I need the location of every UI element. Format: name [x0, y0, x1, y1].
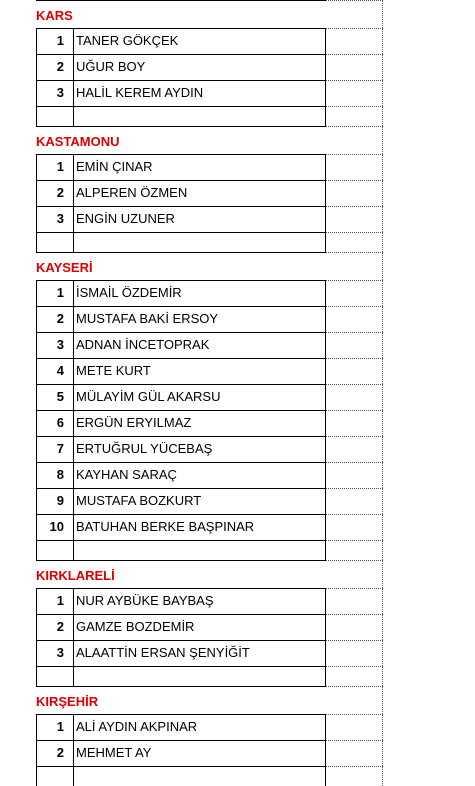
row-number[interactable]: 3 — [36, 80, 73, 106]
empty-cell[interactable] — [326, 358, 383, 384]
province-cell[interactable] — [36, 126, 326, 154]
row-number[interactable]: 3 — [36, 332, 73, 358]
member-name[interactable]: MUSTAFA BAKİ ERSOY — [73, 306, 326, 332]
member-name[interactable]: ADNAN İNCETOPRAK — [73, 332, 326, 358]
row-number[interactable]: 3 — [36, 206, 73, 232]
member-name[interactable]: MEHMET AY — [73, 740, 326, 766]
province-name: KIRKLARELİ — [36, 568, 115, 583]
province-header-row — [0, 560, 475, 588]
empty-cell[interactable] — [73, 106, 326, 126]
empty-cell[interactable] — [326, 488, 383, 514]
table-row — [0, 54, 475, 80]
province-name: KIRŞEHİR — [36, 694, 99, 709]
empty-cell[interactable] — [326, 28, 383, 54]
empty-cell[interactable] — [326, 740, 383, 766]
member-name[interactable]: ALİ AYDIN AKPINAR — [73, 714, 326, 740]
empty-cell[interactable] — [326, 252, 383, 280]
row-number[interactable]: 2 — [36, 740, 73, 766]
empty-cell[interactable] — [326, 384, 383, 410]
blank-row — [0, 666, 475, 686]
table-row — [0, 410, 475, 436]
row-number[interactable]: 1 — [36, 28, 73, 54]
table-row — [0, 80, 475, 106]
province-cell[interactable] — [36, 686, 326, 714]
empty-cell[interactable] — [326, 280, 383, 306]
empty-cell[interactable] — [326, 614, 383, 640]
empty-cell[interactable] — [326, 666, 383, 686]
member-name[interactable]: TANER GÖKÇEK — [73, 28, 326, 54]
empty-cell[interactable] — [326, 332, 383, 358]
empty-cell[interactable] — [326, 462, 383, 488]
member-name[interactable]: HALİL KEREM AYDIN — [73, 80, 326, 106]
table-row — [0, 384, 475, 410]
table-row — [0, 614, 475, 640]
row-number[interactable]: 4 — [36, 358, 73, 384]
row-number[interactable]: 5 — [36, 384, 73, 410]
empty-cell[interactable] — [326, 80, 383, 106]
row-number[interactable]: 2 — [36, 614, 73, 640]
empty-cell[interactable] — [326, 126, 383, 154]
member-name[interactable]: İSMAİL ÖZDEMİR — [73, 280, 326, 306]
table-row — [0, 180, 475, 206]
row-number[interactable]: 2 — [36, 180, 73, 206]
table-row — [0, 514, 475, 540]
empty-cell[interactable] — [73, 666, 326, 686]
blank-row — [0, 766, 475, 781]
table-row — [0, 206, 475, 232]
empty-cell[interactable] — [326, 714, 383, 740]
empty-cell[interactable] — [73, 540, 326, 560]
province-name: KAYSERİ — [36, 260, 93, 275]
table-row — [0, 358, 475, 384]
empty-cell[interactable] — [326, 436, 383, 462]
empty-cell[interactable] — [326, 54, 383, 80]
empty-cell[interactable] — [326, 154, 383, 180]
table-row — [0, 588, 475, 614]
member-name[interactable]: UĞUR BOY — [73, 54, 326, 80]
province-name: KASTAMONU — [36, 134, 120, 149]
province-cell[interactable] — [36, 252, 326, 280]
row-number[interactable]: 10 — [36, 514, 73, 540]
empty-cell[interactable] — [36, 232, 73, 252]
empty-cell[interactable] — [326, 180, 383, 206]
empty-cell[interactable] — [326, 232, 383, 252]
empty-cell[interactable] — [326, 106, 383, 126]
row-number[interactable]: 2 — [36, 306, 73, 332]
table-row — [0, 640, 475, 666]
table-row — [0, 714, 475, 740]
row-number[interactable]: 1 — [36, 714, 73, 740]
province-header-row — [0, 686, 475, 714]
table-row — [0, 332, 475, 358]
row-number[interactable]: 2 — [36, 54, 73, 80]
row-number[interactable]: 8 — [36, 462, 73, 488]
member-name[interactable]: ENGİN UZUNER — [73, 206, 326, 232]
province-header-row — [0, 252, 475, 280]
row-number[interactable]: 1 — [36, 280, 73, 306]
province-cell[interactable] — [36, 560, 326, 588]
member-name[interactable]: BATUHAN BERKE BAŞPINAR — [73, 514, 326, 540]
table-row — [0, 436, 475, 462]
member-name[interactable]: MÜLAYİM GÜL AKARSU — [73, 384, 326, 410]
member-name[interactable]: NUR AYBÜKE BAYBAŞ — [73, 588, 326, 614]
row-number[interactable]: 1 — [36, 154, 73, 180]
empty-cell[interactable] — [326, 540, 383, 560]
province-name: KARS — [36, 8, 73, 23]
empty-cell[interactable] — [326, 686, 383, 714]
table-row — [0, 280, 475, 306]
row-number[interactable]: 3 — [36, 640, 73, 666]
member-name[interactable]: KAYHAN SARAÇ — [73, 462, 326, 488]
table-row — [0, 488, 475, 514]
empty-cell[interactable] — [36, 666, 73, 686]
table-row — [0, 306, 475, 332]
row-number[interactable]: 7 — [36, 436, 73, 462]
empty-cell[interactable] — [36, 540, 73, 560]
province-cell[interactable] — [36, 0, 326, 28]
member-name[interactable]: GAMZE BOZDEMİR — [73, 614, 326, 640]
empty-cell[interactable] — [36, 106, 73, 126]
member-name[interactable]: EMİN ÇINAR — [73, 154, 326, 180]
member-name[interactable]: ALPEREN ÖZMEN — [73, 180, 326, 206]
member-name[interactable]: MUSTAFA BOZKURT — [73, 488, 326, 514]
member-name[interactable]: ALAATTİN ERSAN ŞENYİĞİT — [73, 640, 326, 666]
empty-cell[interactable] — [326, 410, 383, 436]
table-row — [0, 740, 475, 766]
row-number[interactable]: 1 — [36, 588, 73, 614]
empty-cell[interactable] — [326, 206, 383, 232]
row-number[interactable]: 9 — [36, 488, 73, 514]
member-name[interactable]: ERGÜN ERYILMAZ — [73, 410, 326, 436]
table-row — [0, 462, 475, 488]
empty-cell[interactable] — [326, 306, 383, 332]
table-row — [0, 28, 475, 54]
province-header-row — [0, 0, 475, 28]
empty-cell[interactable] — [73, 232, 326, 252]
empty-cell[interactable] — [326, 588, 383, 614]
province-header-row — [0, 126, 475, 154]
blank-row — [0, 540, 475, 560]
empty-cell[interactable] — [326, 0, 383, 28]
blank-row — [0, 106, 475, 126]
member-name[interactable]: METE KURT — [73, 358, 326, 384]
member-name[interactable]: ERTUĞRUL YÜCEBAŞ — [73, 436, 326, 462]
empty-cell[interactable] — [326, 514, 383, 540]
table-row — [0, 154, 475, 180]
row-number[interactable]: 6 — [36, 410, 73, 436]
empty-cell[interactable] — [326, 640, 383, 666]
blank-row — [0, 232, 475, 252]
empty-cell[interactable] — [326, 560, 383, 588]
